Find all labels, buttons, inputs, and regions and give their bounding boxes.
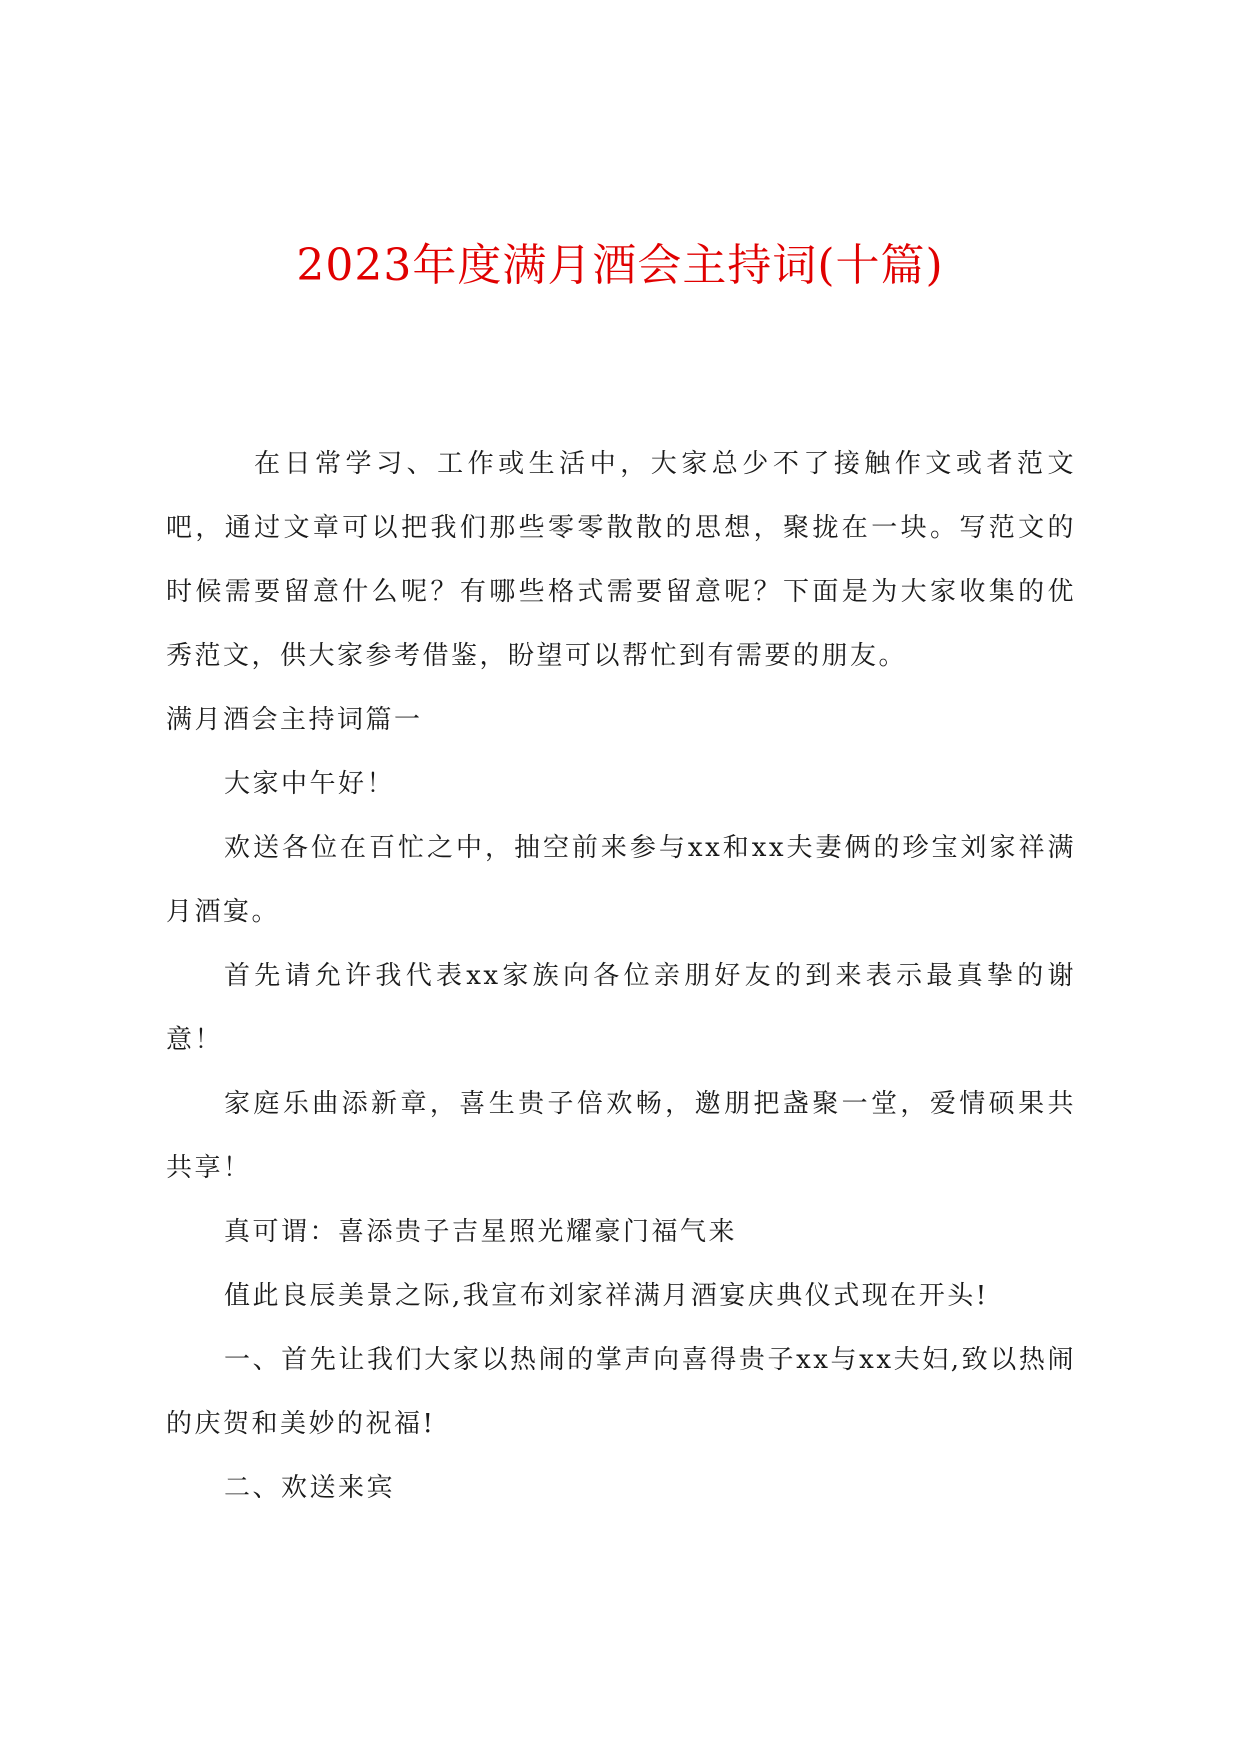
body-paragraph: 家庭乐曲添新章，喜生贵子倍欢畅，邀朋把盏聚一堂，爱情硕果共共享！ bbox=[166, 1089, 1076, 1183]
body-paragraph: 值此良辰美景之际,我宣布刘家祥满月酒宴庆典仪式现在开头! bbox=[224, 1281, 989, 1311]
section-heading: 满月酒会主持词篇一 bbox=[166, 705, 423, 735]
body-paragraph: 一、首先让我们大家以热闹的掌声向喜得贵子xx与xx夫妇,致以热闹的庆贺和美妙的祝福! bbox=[166, 1345, 1076, 1439]
intro-paragraph: 在日常学习、工作或生活中，大家总少不了接触作文或者范文吧，通过文章可以把我们那些零零散散的思想，聚拢在一块。写范文的时候需要留意什么呢？有哪些格式需要留意呢？下面是为大家收集的优秀范文，供大家参考借鉴，盼望可以帮忙到有需要的朋友。 bbox=[166, 449, 1076, 671]
body-paragraph: 二、欢送来宾 bbox=[224, 1473, 396, 1503]
body-paragraph: 欢送各位在百忙之中，抽空前来参与xx和xx夫妻俩的珍宝刘家祥满月酒宴。 bbox=[166, 833, 1076, 927]
document-title: 2023年度满月酒会主持词(十篇) bbox=[296, 240, 944, 291]
body-paragraph: 大家中午好！ bbox=[224, 769, 396, 799]
body-paragraph: 首先请允许我代表xx家族向各位亲朋好友的到来表示最真挚的谢意！ bbox=[166, 961, 1076, 1055]
body-paragraph: 真可谓：喜添贵子吉星照光耀豪门福气来 bbox=[224, 1217, 738, 1247]
document-body bbox=[166, 432, 1076, 1520]
